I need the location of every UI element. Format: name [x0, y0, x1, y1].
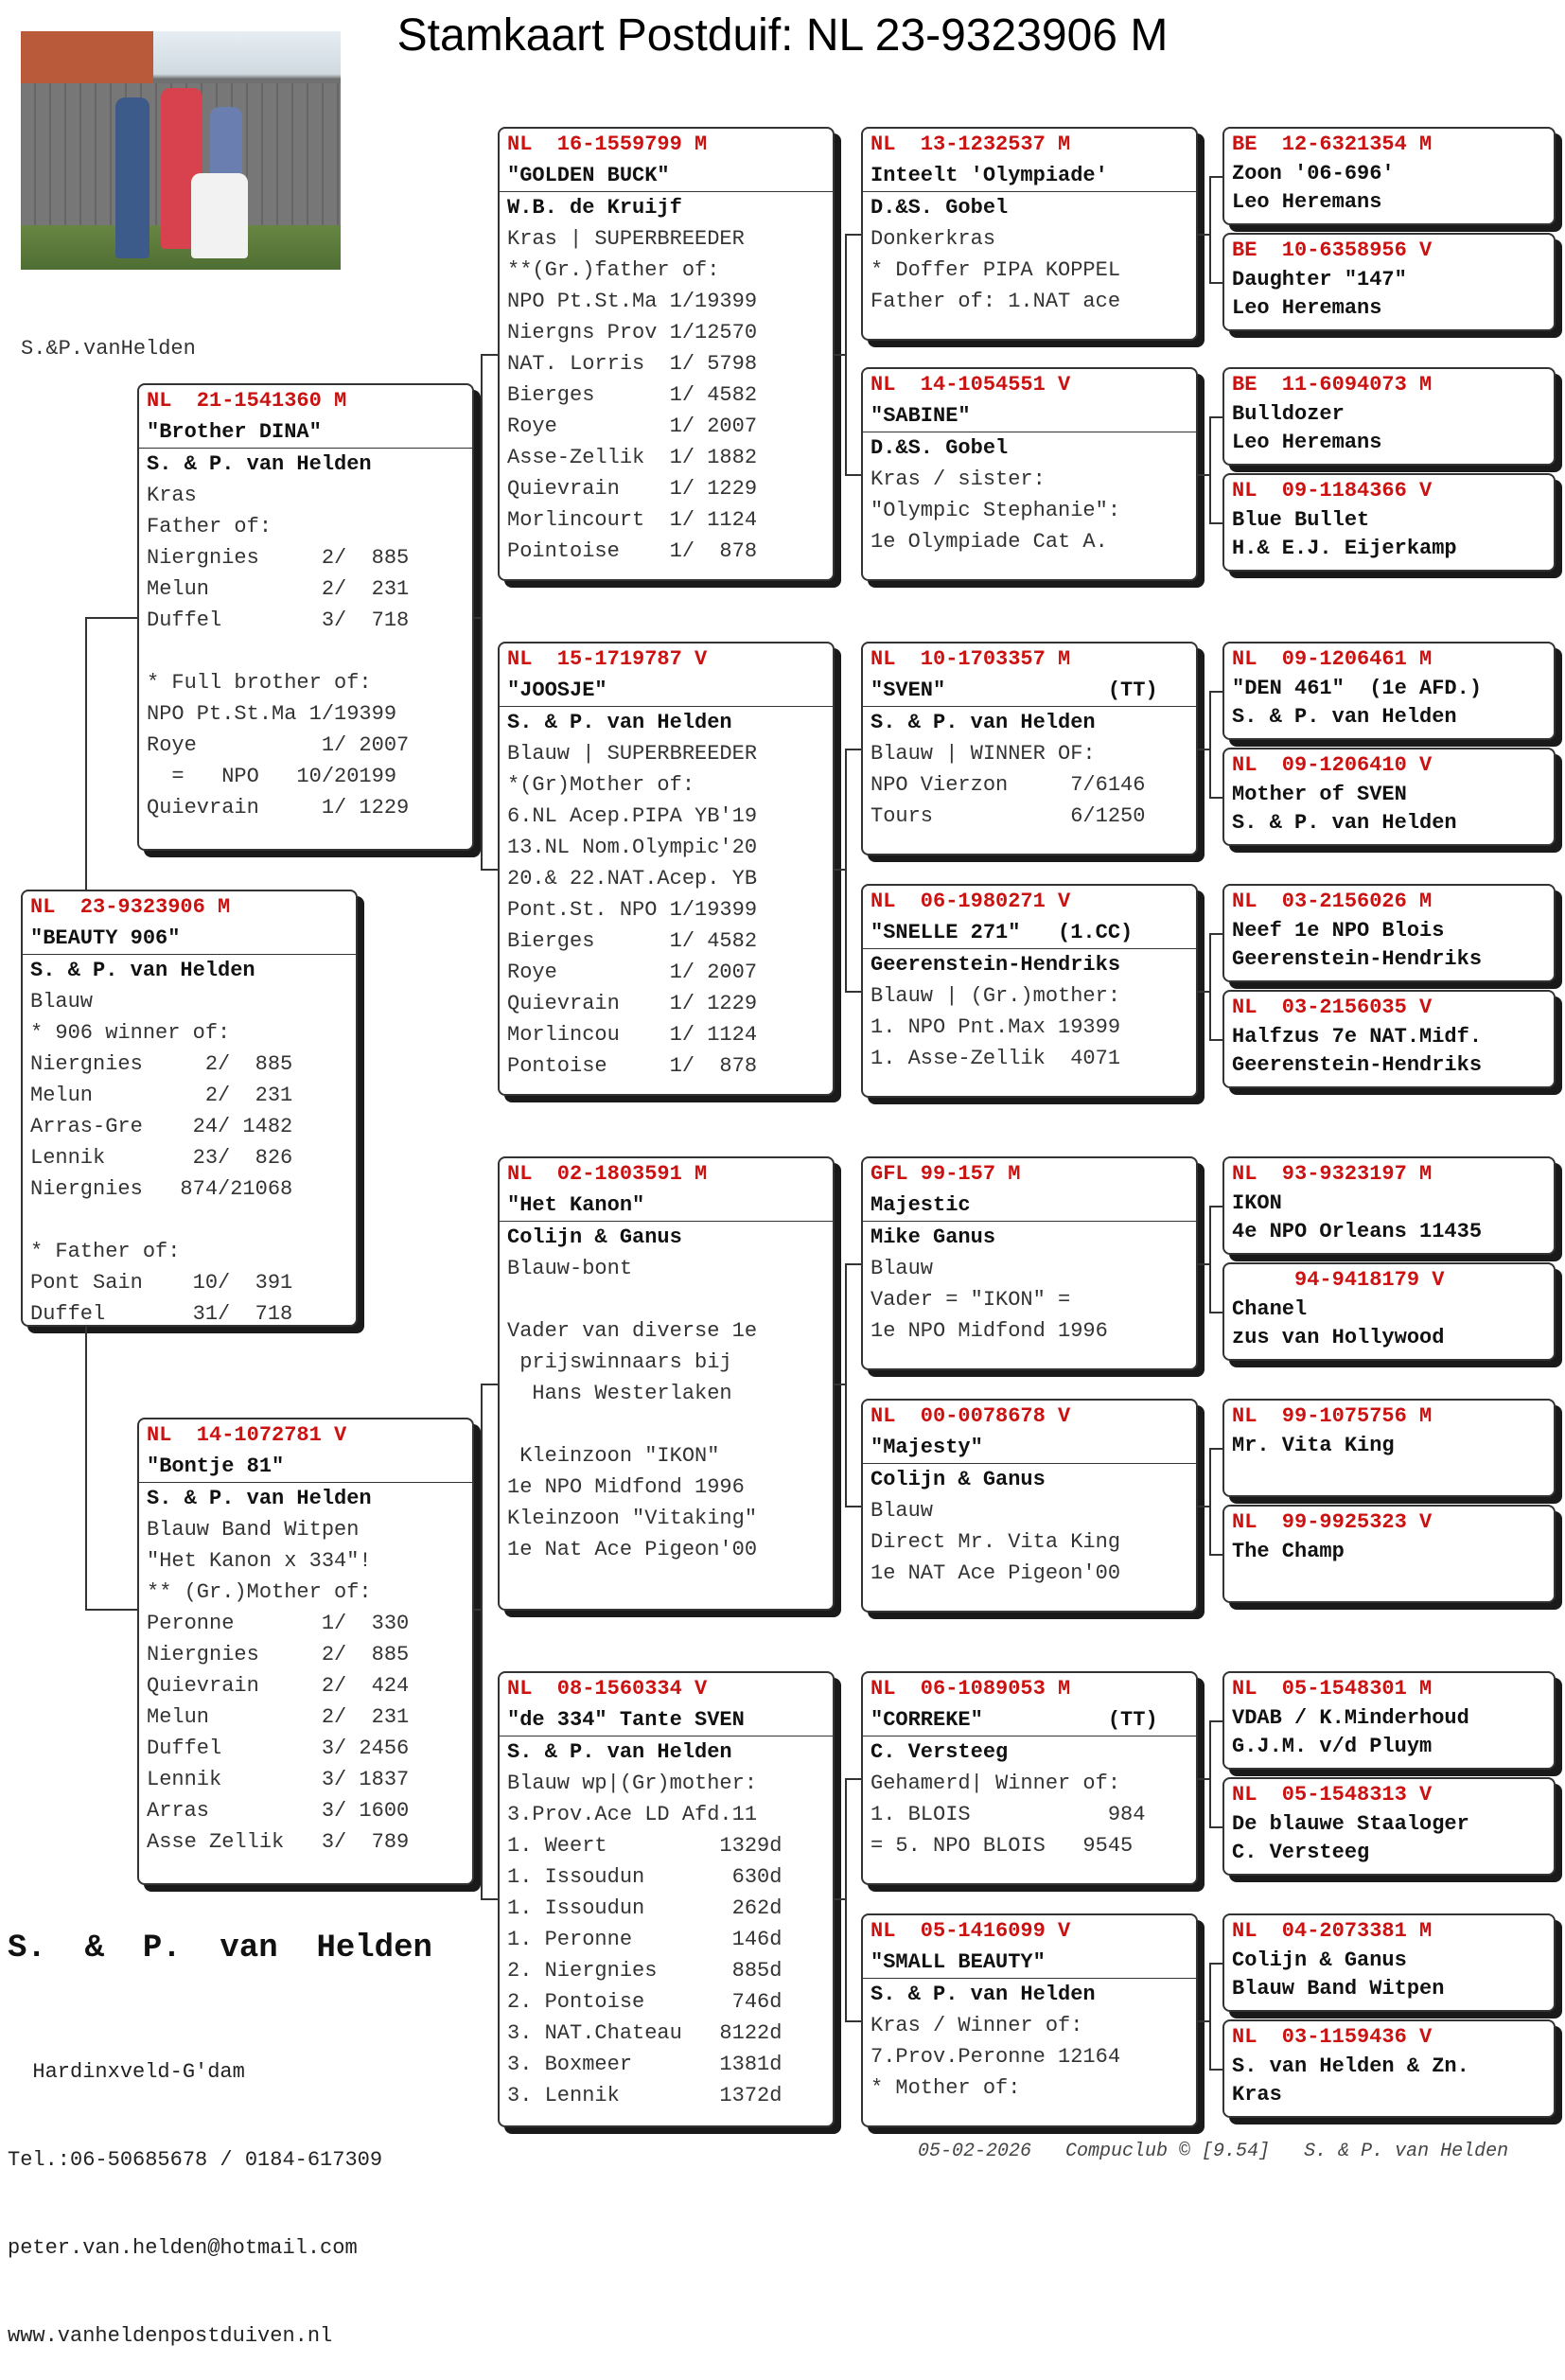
pigeon-info-line: 1e NAT Ace Pigeon'00: [870, 1561, 1121, 1585]
pigeon-name: "SABINE": [863, 400, 1196, 432]
pigeon-card-g4_10: [1222, 1262, 1556, 1361]
page-title: Stamkaart Postduif: NL 23-9323906 M: [396, 10, 1169, 61]
pigeon-card-g4_12: [1222, 1505, 1556, 1603]
connector-line: [1209, 691, 1222, 693]
connector-line: [481, 1384, 498, 1385]
ring-number: NL 06-1980271 V: [870, 890, 1071, 913]
connector-line: [1209, 522, 1222, 524]
pigeon-card-fm: [498, 642, 835, 1096]
pigeon-info-line: Blauw Band Witpen: [1232, 1977, 1445, 2001]
pigeon-card-subject: [21, 890, 358, 1327]
connector-line: [845, 991, 861, 993]
connector-line: [481, 354, 498, 356]
connector-line: [1198, 1506, 1209, 1507]
pigeon-info-line: Morlincou 1/ 1124: [507, 1023, 758, 1047]
connector-line: [1209, 1312, 1222, 1313]
connector-line: [1209, 1039, 1222, 1041]
pigeon-info-line: Vader = "IKON" =: [870, 1288, 1071, 1312]
pigeon-info-line: 1e NPO Midfond 1996: [870, 1319, 1108, 1343]
pigeon-info-line: Pont.St. NPO 1/19399: [507, 898, 758, 922]
ring-number: NL 14-1072781 V: [147, 1423, 347, 1447]
pigeon-info-line: Donkerkras: [870, 227, 996, 251]
connector-line: [1209, 933, 1211, 1039]
pigeon-info-line: 3. Boxmeer 1381d: [507, 2053, 782, 2076]
pigeon-name: "BEAUTY 906": [23, 923, 356, 955]
pigeon-card-father: [137, 383, 474, 851]
connector-line: [1209, 1720, 1211, 1826]
ring-number: NL 08-1560334 V: [507, 1677, 708, 1701]
pigeon-info-line: Niergns Prov 1/12570: [507, 321, 758, 344]
pigeon-info-line: Father of: 1.NAT ace: [870, 290, 1121, 313]
pigeon-info-line: * Full brother of:: [147, 671, 372, 695]
ring-number: NL 15-1719787 V: [507, 647, 708, 671]
pigeon-info-line: "Olympic Stephanie":: [870, 499, 1121, 522]
owner-contact: [8, 1999, 382, 2380]
pigeon-card-ff: [498, 127, 835, 581]
pigeon-info-line: * Father of:: [30, 1240, 181, 1263]
connector-line: [845, 1506, 861, 1507]
connector-line: [845, 1778, 861, 1780]
pigeon-info-line: ** (Gr.)Mother of:: [147, 1580, 372, 1604]
pigeon-info-line: Blauw | (Gr.)mother:: [870, 984, 1121, 1008]
ring-number: NL 93-9323197 M: [1232, 1162, 1433, 1186]
connector-line: [1198, 2020, 1209, 2022]
pigeon-info-line: D.&S. Gobel: [870, 436, 1009, 460]
connector-line: [1209, 282, 1222, 284]
pigeon-name: "SNELLE 271" (1.CC): [863, 917, 1196, 949]
pigeon-info-line: Melun 2/ 231: [147, 577, 410, 601]
pigeon-name: "Het Kanon": [500, 1190, 833, 1222]
pigeon-info-line: Bierges 1/ 4582: [507, 383, 758, 407]
pigeon-info-line: Peronne 1/ 330: [147, 1612, 410, 1635]
pigeon-info-line: Quievrain 1/ 1229: [507, 477, 758, 501]
connector-line: [845, 2020, 861, 2022]
pigeon-info-line: * Doffer PIPA KOPPEL: [870, 258, 1121, 282]
connector-line: [1209, 2069, 1222, 2071]
owner-name: S. & P. van Helden: [8, 1930, 432, 1966]
pigeon-info-line: Blue Bullet: [1232, 508, 1370, 532]
pigeon-info-line: Kras / sister:: [870, 467, 1046, 491]
pigeon-info-line: Colijn & Ganus: [870, 1468, 1046, 1491]
owner-address: Hardinxveld-G'dam: [8, 2060, 245, 2084]
connector-line: [1198, 991, 1209, 993]
pigeon-info-line: [500, 1284, 833, 1315]
connector-line: [1209, 416, 1222, 418]
pigeon-info-line: 1. Asse-Zellik 4071: [870, 1047, 1121, 1070]
pigeon-info-line: * 906 winner of:: [30, 1021, 231, 1045]
connector-line: [1198, 749, 1209, 750]
pigeon-info-line: Blauw wp|(Gr)mother:: [507, 1772, 758, 1795]
pigeon-info-line: 2. Niergnies 885d: [507, 1959, 782, 1983]
connector-line: [845, 1778, 847, 2020]
ring-number: NL 21-1541360 M: [147, 389, 347, 413]
pigeon-info-line: Bulldozer: [1232, 402, 1345, 426]
connector-line: [835, 1898, 845, 1900]
connector-line: [835, 1384, 845, 1385]
pigeon-name: "CORREKE" (TT): [863, 1704, 1196, 1737]
ring-number: NL 03-1159436 V: [1232, 2025, 1433, 2049]
pigeon-info-line: Chanel: [1232, 1297, 1308, 1321]
pigeon-info-line: 1. Issoudun 630d: [507, 1865, 782, 1889]
pigeon-info-line: "DEN 461" (1e AFD.): [1232, 677, 1483, 700]
pigeon-card-fmm: [861, 884, 1198, 1098]
pigeon-info-line: Arras 3/ 1600: [147, 1799, 410, 1823]
pigeon-info-line: Leo Heremans: [1232, 296, 1382, 320]
pigeon-info-line: Roye 1/ 2007: [507, 414, 758, 438]
pigeon-card-g4_3: [1222, 367, 1556, 466]
pigeon-info-line: * Mother of:: [870, 2076, 1021, 2100]
pigeon-card-g4_15: [1222, 1913, 1556, 2012]
pigeon-card-g4_9: [1222, 1156, 1556, 1255]
pigeon-info-line: Quievrain 1/ 1229: [147, 796, 410, 820]
pigeon-info-line: Mr. Vita King: [1232, 1434, 1395, 1457]
pigeon-info-line: NPO Pt.St.Ma 1/19399: [147, 702, 397, 726]
connector-line: [845, 1263, 847, 1506]
pigeon-name: "GOLDEN BUCK": [500, 160, 833, 192]
connector-line: [1209, 691, 1211, 797]
connector-line: [1198, 474, 1209, 476]
pigeon-info-line: Hans Westerlaken: [507, 1382, 732, 1405]
connector-line: [835, 869, 845, 871]
ring-number: NL 16-1559799 M: [507, 132, 708, 156]
connector-line: [1209, 1554, 1222, 1556]
ring-number: NL 99-1075756 M: [1232, 1404, 1433, 1428]
pigeon-info-line: IKON: [1232, 1191, 1282, 1215]
pigeon-card-mm: [498, 1671, 835, 2127]
pigeon-info-line: Morlincourt 1/ 1124: [507, 508, 758, 532]
pigeon-info-line: S. & P. van Helden: [30, 959, 255, 982]
pigeon-info-line: Melun 2/ 231: [30, 1084, 293, 1107]
ring-number: NL 00-0078678 V: [870, 1404, 1071, 1428]
pigeon-info-line: C. Versteeg: [870, 1740, 1009, 1764]
pigeon-info-line: Kras: [1232, 2083, 1282, 2107]
pigeon-card-g4_1: [1222, 127, 1556, 225]
pigeon-info-line: The Champ: [1232, 1540, 1345, 1563]
connector-line: [85, 1327, 87, 1611]
pigeon-info-line: S. van Helden & Zn.: [1232, 2054, 1469, 2078]
pigeon-info-line: [500, 1409, 833, 1440]
connector-line: [1209, 176, 1211, 282]
pigeon-info-line: zus van Hollywood: [1232, 1326, 1445, 1349]
pigeon-info-line: 6.NL Acep.PIPA YB'19: [507, 804, 758, 828]
pigeon-info-line: Niergnies 874/21068: [30, 1177, 293, 1201]
pigeon-info-line: Arras-Gre 24/ 1482: [30, 1115, 293, 1138]
pigeon-info-line: Lennik 3/ 1837: [147, 1768, 410, 1791]
pigeon-info-line: Niergnies 2/ 885: [147, 546, 410, 570]
pigeon-info-line: Duffel 31/ 718: [30, 1302, 293, 1326]
pigeon-info-line: Tours 6/1250: [870, 804, 1146, 828]
connector-line: [85, 617, 137, 619]
connector-line: [835, 354, 845, 356]
pigeon-info-line: Colijn & Ganus: [507, 1225, 682, 1249]
connector-line: [1209, 1826, 1222, 1828]
pigeon-card-mmf: [861, 1671, 1198, 1885]
owner-email[interactable]: peter.van.helden@hotmail.com: [8, 2236, 358, 2260]
pigeon-info-line: S. & P. van Helden: [507, 711, 732, 734]
pigeon-info-line: Duffel 3/ 718: [147, 608, 410, 632]
pigeon-card-g4_11: [1222, 1399, 1556, 1497]
connector-line: [1209, 1963, 1222, 1965]
pigeon-info-line: Neef 1e NPO Blois: [1232, 919, 1445, 943]
pigeon-info-line: 4e NPO Orleans 11435: [1232, 1220, 1483, 1243]
pigeon-card-mother: [137, 1418, 474, 1885]
pigeon-info-line: 1. NPO Pnt.Max 19399: [870, 1015, 1121, 1039]
pigeon-card-mfm: [861, 1399, 1198, 1613]
pigeon-info-line: Blauw | WINNER OF:: [870, 742, 1096, 766]
pigeon-info-line: 13.NL Nom.Olympic'20: [507, 836, 758, 859]
connector-line: [1209, 933, 1222, 935]
pigeon-card-ffm: [861, 367, 1198, 581]
pigeon-info-line: 3.Prov.Ace LD Afd.11: [507, 1803, 758, 1826]
pigeon-card-g4_2: [1222, 233, 1556, 331]
ring-number: GFL 99-157 M: [870, 1162, 1021, 1186]
connector-line: [1209, 797, 1222, 799]
connector-line: [474, 617, 481, 619]
connector-line: [481, 869, 498, 871]
pigeon-info-line: Geerenstein-Hendriks: [1232, 947, 1483, 971]
pigeon-info-line: NAT. Lorris 1/ 5798: [507, 352, 758, 376]
pigeon-info-line: S. & P. van Helden: [147, 1487, 372, 1510]
connector-line: [1198, 1778, 1209, 1780]
pigeon-name: "JOOSJE": [500, 675, 833, 707]
pigeon-name: Inteelt 'Olympiade': [863, 160, 1196, 192]
pigeon-info-line: Kleinzoon "IKON": [507, 1444, 720, 1468]
pigeon-info-line: 7.Prov.Peronne 12164: [870, 2045, 1121, 2069]
ring-number: BE 10-6358956 V: [1232, 238, 1433, 262]
connector-line: [1209, 416, 1211, 522]
ring-number: NL 03-2156026 M: [1232, 890, 1433, 913]
pigeon-info-line: [139, 636, 472, 667]
pigeon-info-line: Blauw: [870, 1499, 934, 1523]
ring-number: NL 10-1703357 M: [870, 647, 1071, 671]
pigeon-card-mmm: [861, 1913, 1198, 2127]
pigeon-info-line: Kras / Winner of:: [870, 2014, 1083, 2037]
pigeon-info-line: Niergnies 2/ 885: [30, 1052, 293, 1076]
pigeon-info-line: Mother of SVEN: [1232, 783, 1407, 806]
pigeon-info-line: S. & P. van Helden: [870, 1983, 1096, 2006]
connector-line: [1209, 1206, 1222, 1208]
connector-line: [474, 1609, 481, 1611]
pigeon-info-line: Duffel 3/ 2456: [147, 1737, 410, 1760]
pigeon-card-fmf: [861, 642, 1198, 855]
connector-line: [1209, 1448, 1222, 1450]
pigeon-info-line: Geerenstein-Hendriks: [870, 953, 1121, 977]
pigeon-info-line: prijswinnaars bij: [507, 1350, 732, 1374]
pigeon-info-line: Asse-Zellik 1/ 1882: [507, 446, 758, 469]
connector-line: [845, 234, 847, 474]
connector-line: [85, 617, 87, 890]
owner-photo: [21, 31, 341, 270]
pigeon-info-line: Father of:: [147, 515, 273, 538]
connector-line: [85, 1609, 137, 1611]
pigeon-info-line: 1e Nat Ace Pigeon'00: [507, 1538, 758, 1561]
connector-line: [1209, 1206, 1211, 1312]
ring-number: NL 09-1184366 V: [1232, 479, 1433, 502]
pigeon-info-line: Blauw: [30, 990, 94, 1014]
pigeon-info-line: Halfzus 7e NAT.Midf.: [1232, 1025, 1483, 1049]
ring-number: NL 99-9925323 V: [1232, 1510, 1433, 1534]
pigeon-info-line: Roye 1/ 2007: [507, 961, 758, 984]
pigeon-name: "Majesty": [863, 1432, 1196, 1464]
pigeon-info-line: 1e NPO Midfond 1996: [507, 1475, 745, 1499]
ring-number: BE 11-6094073 M: [1232, 373, 1433, 397]
pigeon-info-line: De blauwe Staaloger: [1232, 1812, 1469, 1836]
pigeon-info-line: H.& E.J. Eijerkamp: [1232, 537, 1457, 560]
connector-line: [845, 474, 861, 476]
pigeon-info-line: Mike Ganus: [870, 1225, 996, 1249]
pigeon-card-mf: [498, 1156, 835, 1611]
pigeon-info-line: **(Gr.)father of:: [507, 258, 720, 282]
pigeon-card-g4_4: [1222, 473, 1556, 572]
ring-number: 94-9418179 V: [1232, 1268, 1445, 1292]
ring-number: NL 05-1548313 V: [1232, 1783, 1433, 1807]
ring-number: NL 04-2073381 M: [1232, 1919, 1433, 1943]
pigeon-name: "de 334" Tante SVEN: [500, 1704, 833, 1737]
ring-number: NL 09-1206461 M: [1232, 647, 1433, 671]
pigeon-info-line: Gehamerd| Winner of:: [870, 1772, 1121, 1795]
pigeon-info-line: Quievrain 1/ 1229: [507, 992, 758, 1015]
pigeon-info-line: "Het Kanon x 334"!: [147, 1549, 372, 1573]
connector-line: [481, 1898, 498, 1900]
connector-line: [1209, 176, 1222, 178]
owner-caption: S.&P.vanHelden: [21, 337, 196, 361]
pigeon-name: Majestic: [863, 1190, 1196, 1222]
pigeon-info-line: Leo Heremans: [1232, 431, 1382, 454]
connector-line: [1209, 1720, 1222, 1722]
ring-number: BE 12-6321354 M: [1232, 132, 1433, 156]
pigeon-info-line: Vader van diverse 1e: [507, 1319, 758, 1343]
footer-credit: 05-02-2026 Compuclub © [9.54] S. & P. van Helden: [918, 2141, 1509, 2162]
pigeon-info-line: Kras | SUPERBREEDER: [507, 227, 745, 251]
pigeon-info-line: Pont Sain 10/ 391: [30, 1271, 293, 1295]
pigeon-card-g4_13: [1222, 1671, 1556, 1770]
pigeon-info-line: = NPO 10/20199: [147, 765, 397, 788]
pigeon-name: "Brother DINA": [139, 416, 472, 449]
pigeon-info-line: Leo Heremans: [1232, 190, 1382, 214]
pigeon-info-line: Blauw Band Witpen: [147, 1518, 360, 1542]
pigeon-card-g4_6: [1222, 748, 1556, 846]
pigeon-info-line: S. & P. van Helden: [1232, 705, 1457, 729]
pigeon-info-line: Bierges 1/ 4582: [507, 929, 758, 953]
pigeon-info-line: Direct Mr. Vita King: [870, 1530, 1121, 1554]
pigeon-info-line: W.B. de Kruijf: [507, 196, 682, 220]
pigeon-info-line: VDAB / K.Minderhoud: [1232, 1706, 1469, 1730]
ring-number: NL 02-1803591 M: [507, 1162, 708, 1186]
pigeon-info-line: Roye 1/ 2007: [147, 733, 410, 757]
pigeon-info-line: Lennik 23/ 826: [30, 1146, 293, 1170]
pigeon-info-line: NPO Vierzon 7/6146: [870, 773, 1146, 797]
pigeon-info-line: 3. NAT.Chateau 8122d: [507, 2021, 782, 2045]
owner-website[interactable]: www.vanheldenpostduiven.nl: [8, 2324, 333, 2348]
connector-line: [1209, 1448, 1211, 1554]
ring-number: NL 09-1206410 V: [1232, 753, 1433, 777]
pigeon-info-line: 1e Olympiade Cat A.: [870, 530, 1108, 554]
ring-number: NL 13-1232537 M: [870, 132, 1071, 156]
pigeon-card-mff: [861, 1156, 1198, 1370]
connector-line: [845, 749, 847, 991]
pigeon-info-line: S. & P. van Helden: [1232, 811, 1457, 835]
ring-number: NL 23-9323906 M: [30, 895, 231, 919]
connector-line: [845, 1263, 861, 1265]
owner-phone[interactable]: Tel.:06-50685678 / 0184-617309: [8, 2148, 383, 2172]
ring-number: NL 05-1416099 V: [870, 1919, 1071, 1943]
pigeon-card-g4_7: [1222, 884, 1556, 982]
pigeon-info-line: Daughter "147": [1232, 268, 1407, 291]
ring-number: NL 05-1548301 M: [1232, 1677, 1433, 1701]
pigeon-info-line: 1. BLOIS 984: [870, 1803, 1146, 1826]
pigeon-info-line: Pointoise 1/ 878: [507, 539, 758, 563]
pigeon-info-line: 3. Lennik 1372d: [507, 2084, 782, 2107]
pigeon-card-g4_5: [1222, 642, 1556, 740]
pigeon-info-line: 2. Pontoise 746d: [507, 1990, 782, 2014]
pigeon-info-line: Geerenstein-Hendriks: [1232, 1053, 1483, 1077]
pigeon-info-line: S. & P. van Helden: [147, 452, 372, 476]
pigeon-info-line: Asse Zellik 3/ 789: [147, 1830, 410, 1854]
ring-number: NL 03-2156035 V: [1232, 996, 1433, 1019]
pigeon-info-line: Zoon '06-696': [1232, 162, 1395, 185]
pigeon-info-line: = 5. NPO BLOIS 9545: [870, 1834, 1134, 1858]
pigeon-info-line: G.J.M. v/d Pluym: [1232, 1735, 1433, 1758]
pigeon-info-line: Blauw-bont: [507, 1257, 633, 1280]
pigeon-info-line: C. Versteeg: [1232, 1841, 1370, 1864]
pigeon-info-line: 1. Issoudun 262d: [507, 1896, 782, 1920]
pigeon-card-g4_14: [1222, 1777, 1556, 1876]
pigeon-info-line: *(Gr)Mother of:: [507, 773, 695, 797]
pigeon-card-g4_16: [1222, 2019, 1556, 2118]
pigeon-info-line: Quievrain 2/ 424: [147, 1674, 410, 1698]
pigeon-info-line: Melun 2/ 231: [147, 1705, 410, 1729]
pigeon-info-line: NPO Pt.St.Ma 1/19399: [507, 290, 758, 313]
pigeon-info-line: Colijn & Ganus: [1232, 1948, 1407, 1972]
connector-line: [1209, 1963, 1211, 2069]
connector-line: [845, 234, 861, 236]
pigeon-info-line: 1. Weert 1329d: [507, 1834, 782, 1858]
pigeon-info-line: Pontoise 1/ 878: [507, 1054, 758, 1078]
pigeon-card-fff: [861, 127, 1198, 341]
pigeon-info-line: 1. Peronne 146d: [507, 1928, 782, 1951]
connector-line: [1198, 1263, 1209, 1265]
connector-line: [845, 749, 861, 750]
ring-number: NL 06-1089053 M: [870, 1677, 1071, 1701]
pigeon-info-line: D.&S. Gobel: [870, 196, 1009, 220]
ring-number: NL 14-1054551 V: [870, 373, 1071, 397]
connector-line: [1198, 234, 1209, 236]
pigeon-info-line: Kras: [147, 484, 197, 507]
pigeon-name: "Bontje 81": [139, 1451, 472, 1483]
connector-line: [481, 354, 483, 869]
pigeon-info-line: Niergnies 2/ 885: [147, 1643, 410, 1666]
pigeon-info-line: [23, 1205, 356, 1236]
pigeon-info-line: Blauw | SUPERBREEDER: [507, 742, 758, 766]
pigeon-info-line: S. & P. van Helden: [507, 1740, 732, 1764]
pigeon-name: "SMALL BEAUTY": [863, 1947, 1196, 1979]
pigeon-info-line: S. & P. van Helden: [870, 711, 1096, 734]
pigeon-info-line: 20.& 22.NAT.Acep. YB: [507, 867, 758, 890]
pigeon-info-line: Blauw: [870, 1257, 934, 1280]
pigeon-card-g4_8: [1222, 990, 1556, 1088]
pigeon-info-line: Kleinzoon "Vitaking": [507, 1507, 758, 1530]
pigeon-name: "SVEN" (TT): [863, 675, 1196, 707]
connector-line: [481, 1384, 483, 1898]
